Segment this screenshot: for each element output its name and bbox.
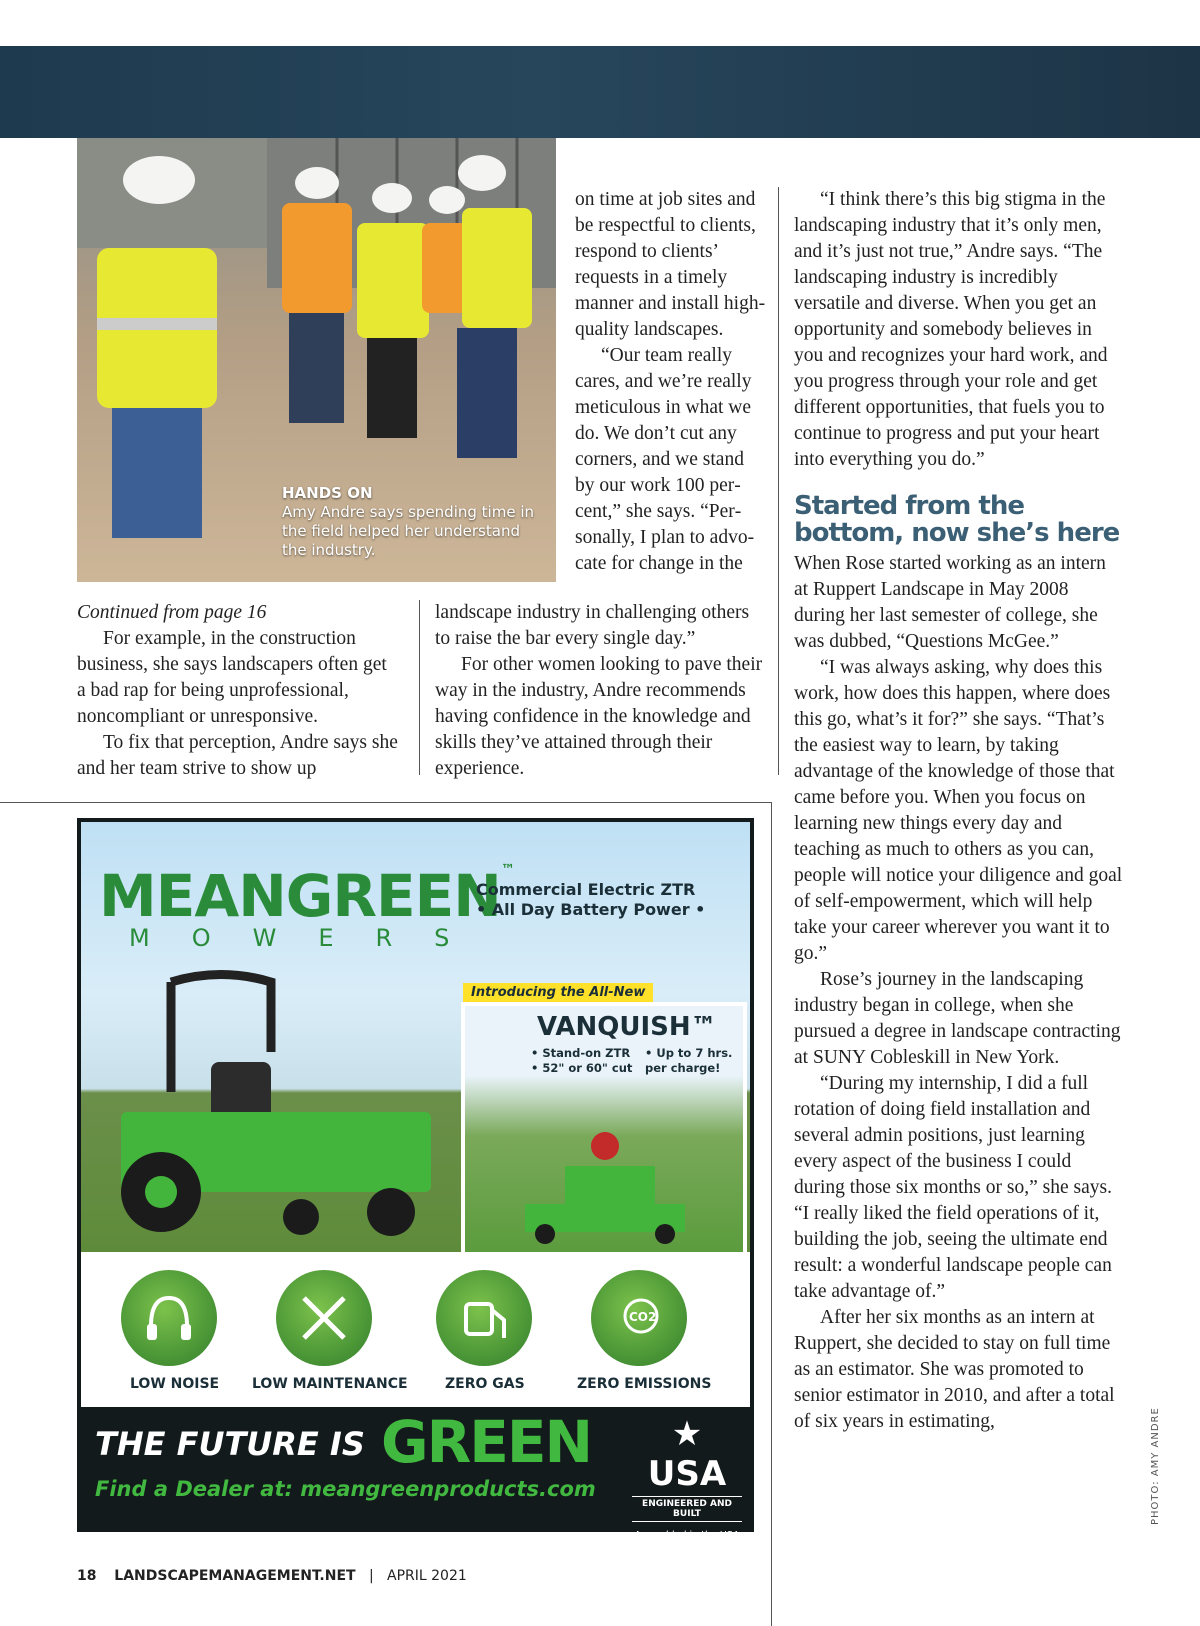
usa-text: USA — [647, 1454, 727, 1494]
bullet: • 52" or 60" cut — [531, 1061, 633, 1075]
future-slogan: THE FUTURE IS — [95, 1425, 365, 1463]
tagline — [476, 880, 705, 920]
top-banner — [0, 46, 1200, 138]
features-strip — [81, 1252, 750, 1407]
paragraph: on time at job sites and be respectful to clients, respond to clients’ requests in a timely manner and install high-quality landscapes. — [575, 189, 766, 340]
trademark: ™ — [500, 862, 514, 878]
headphones-icon — [121, 1270, 217, 1366]
page-number: 18 — [77, 1568, 97, 1584]
paragraph: For example, in the construction business, she says landscapers often get a bad rap for being unprofessional, noncompliant or unresponsive. — [77, 628, 387, 727]
product-bullets-2 — [645, 1046, 732, 1076]
meangreen-advertisement[interactable] — [77, 818, 754, 1565]
star-icon: ★ — [671, 1414, 703, 1454]
bullet: • Stand-on ZTR — [531, 1046, 631, 1060]
column-rule — [419, 600, 420, 775]
paragraph: “I was always asking, why does this work, how does this happen, where does this go, what’s it for?” she says. “That’s the easiest way to learn, by taking advantage of the knowledge of those that came before you. When you focus on learning new things every day and teaching as much to others as you can, people will notice your diligence and goal of self-empowerment, which will help take your career wherever you want it to go.” — [794, 657, 1123, 964]
co2-icon — [591, 1270, 687, 1366]
paragraph: For other women looking to pave their way in the industry, Andre recommends having confidence in the knowledge and skills they’ve attained through their experience. — [435, 654, 763, 779]
caption-head: HANDS ON — [282, 484, 373, 502]
paragraph: “During my internship, I did a full rotation of doing field installation and several admin positions, just learning every aspect of the business I could during those six months or so,” she says. “I really liked the field operations of it, building the job, seeing the ultimate end result: a wonderful landscape people can take advantage of.” — [794, 1073, 1112, 1302]
column-2-top — [575, 187, 768, 577]
caption-text: Amy Andre says spending time in the field helped her understand the industry. — [282, 503, 534, 559]
feature-label: LOW NOISE — [130, 1376, 220, 1392]
intro-label: Introducing the All-New — [463, 983, 653, 1002]
separator: | — [368, 1568, 374, 1584]
ad-hero — [81, 822, 750, 1252]
mower-icon — [101, 972, 441, 1242]
brand-logo — [99, 862, 514, 930]
column-rule — [778, 187, 779, 775]
paragraph: When Rose started working as an intern at Ruppert Landscape in May 2008 during her last semester of college, she was dubbed, “Questions McGee.” — [794, 553, 1106, 652]
continued-note: Continued from page 16 — [77, 602, 267, 623]
tagline-2: • All Day Battery Power • — [476, 900, 706, 919]
issue-date: APRIL 2021 — [387, 1568, 467, 1584]
ad-divider — [0, 802, 772, 803]
feature-label: ZERO EMISSIONS — [577, 1376, 712, 1392]
feature-label: LOW MAINTENANCE — [252, 1376, 408, 1392]
stand-on-mower-icon — [505, 1116, 705, 1246]
paragraph: landscape industry in challenging others to raise the bar every single day.” — [435, 602, 750, 649]
feature-label: ZERO GAS — [445, 1376, 525, 1392]
bullet: per charge! — [645, 1061, 721, 1075]
photo-credit: PHOTO: AMY ANDRE — [1150, 1407, 1161, 1525]
paragraph: To fix that perception, Andre says she and her team strive to show up — [77, 732, 398, 779]
usa-badge — [632, 1414, 742, 1566]
fuel-nozzle-icon — [436, 1270, 532, 1366]
usa-note: Assembled in the USA using domestic and foreign parts. — [634, 1530, 740, 1565]
green-word: GREEN — [381, 1408, 592, 1476]
column-3 — [794, 187, 1124, 1435]
column-2-bottom — [435, 600, 765, 782]
usa-label — [632, 1414, 742, 1494]
vanquish-inset — [461, 1002, 747, 1260]
dealer-link[interactable]: Find a Dealer at: meangreenproducts.com — [95, 1477, 596, 1501]
site-name: LANDSCAPEMANAGEMENT.NET — [114, 1568, 356, 1584]
product-name: VANQUISH™ — [537, 1012, 717, 1042]
product-bullets-1 — [531, 1046, 632, 1076]
bullet: • Up to 7 hrs. — [645, 1046, 733, 1060]
column-1 — [77, 600, 399, 782]
page-footer — [77, 1568, 467, 1584]
ad-divider-vertical — [771, 802, 772, 1626]
paragraph: “I think there’s this big stigma in the landscaping industry that it’s only men, and it’s just not true,” Andre says. “The landscaping industry is incredibly versatile and diverse. When you get an opportunity and somebody believes in you and recognizes your hard work, and you progress through your role and get different opportunities, that fuels you to continue to progress and put your heart into everything you do.” — [794, 189, 1108, 470]
brand-name: MEANGREEN — [99, 862, 501, 930]
usa-sub: ENGINEERED AND BUILT — [632, 1496, 742, 1522]
section-heading: Started from the bottom, now she’s here — [794, 491, 1120, 548]
paragraph: “Our team really cares, and we’re really meticulous in what we do. We don’t cut any corners, and we stand by our work 100 percent,” she says. “Personally, I plan to advocate for change in the — [575, 345, 755, 574]
brand-sub: MOWERS — [129, 924, 492, 952]
paragraph: Rose’s journey in the landscaping industry began in college, when she pursued a degree in landscape contracting at SUNY Cobleskill in New York. — [794, 969, 1121, 1068]
workers-photo — [77, 138, 556, 582]
tagline-1: Commercial Electric ZTR — [476, 880, 696, 899]
svg-text:CO2: CO2 — [629, 1310, 657, 1324]
photo-caption — [282, 484, 542, 560]
tools-icon — [276, 1270, 372, 1366]
paragraph: After her six months as an intern at Ruppert, she decided to stay on full time as an estimator. She was promoted to senior estimator in 2010, and after a total of six years in estimating, — [794, 1307, 1115, 1432]
